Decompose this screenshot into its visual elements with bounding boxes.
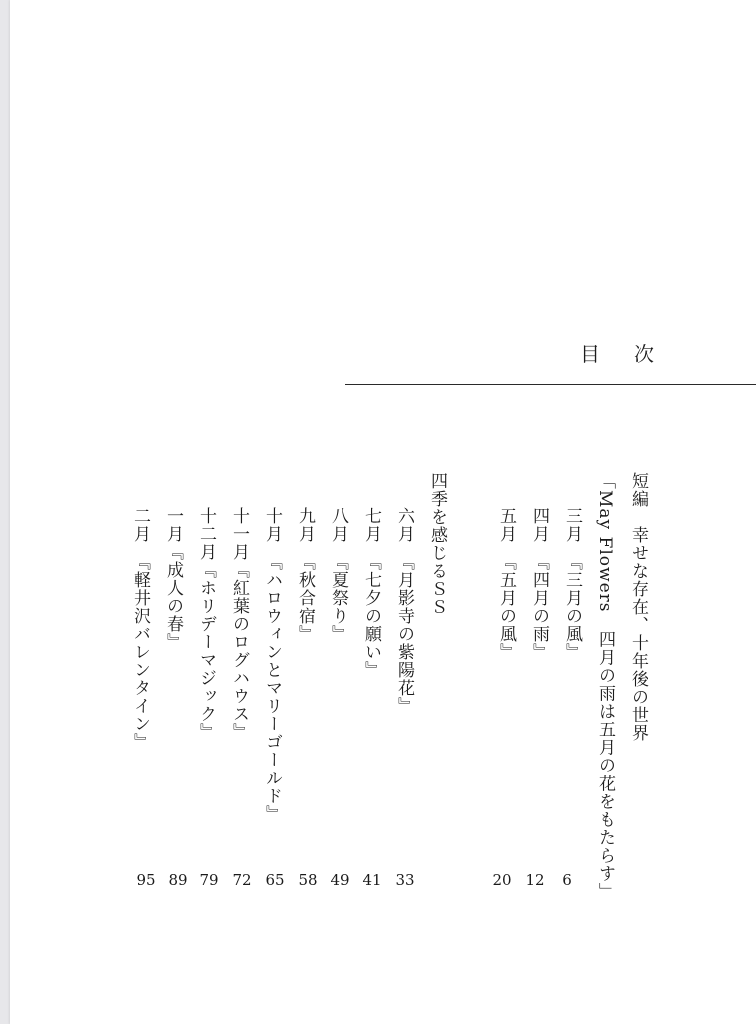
toc-entry-month: 十一月 [229, 507, 249, 561]
page-number: 49 [330, 871, 350, 889]
toc-entry[interactable] [356, 507, 386, 679]
toc-entry-title: 『ホリデーマジック』 [196, 561, 216, 741]
toc-entry-title: 『秋合宿』 [295, 553, 315, 643]
page-number: 65 [265, 871, 285, 889]
toc-entry-month: 六月 [394, 507, 414, 543]
toc-entry[interactable] [389, 507, 419, 715]
toc-entry-month: 四月 [529, 507, 549, 543]
toc-entry[interactable] [557, 507, 587, 661]
page-number: 20 [492, 871, 512, 889]
toc-entry-title: 『三月の風』 [562, 553, 582, 661]
page-number: 79 [199, 871, 219, 889]
toc-entry-month: 八月 [328, 507, 348, 543]
page-number: 12 [525, 871, 545, 889]
toc-entry[interactable] [290, 507, 320, 643]
toc-entry-title: 『成人の春』 [163, 543, 183, 651]
toc-entry[interactable] [491, 507, 521, 661]
toc-entry-month: 二月 [130, 507, 150, 543]
toc-entry-title: 『五月の風』 [496, 553, 516, 661]
toc-entry[interactable] [125, 507, 155, 751]
toc-heading-char: 目 [580, 342, 600, 366]
toc-entry-title: 『夏祭り』 [328, 553, 348, 643]
page-number: 6 [562, 871, 572, 889]
toc-entry-title: 『紅葉のログハウス』 [229, 561, 249, 741]
page-number: 33 [395, 871, 415, 889]
toc-entry-month: 九月 [295, 507, 315, 543]
toc-entry-month: 十月 [262, 507, 282, 543]
book-page [10, 0, 756, 1024]
toc-entry-title: 『ハロウィンとマリーゴールド』 [262, 553, 282, 823]
page-number: 41 [362, 871, 382, 889]
heading-rule [345, 384, 756, 385]
toc-entry-title: 『七夕の願い』 [361, 553, 381, 679]
page-number: 89 [168, 871, 188, 889]
page-number: 72 [232, 871, 252, 889]
toc-entry-month: 五月 [496, 507, 516, 543]
toc-heading-char: 次 [634, 342, 654, 366]
toc-entry[interactable] [158, 507, 188, 651]
toc-entry[interactable] [257, 507, 287, 823]
toc-entry[interactable] [323, 507, 353, 643]
section-subtitle: 「May Flowers 四月の雨は五月の花をもたらす」 [595, 472, 615, 901]
section-title: 短編 幸せな存在、十年後の世界 [628, 472, 648, 742]
toc-entry[interactable] [524, 507, 554, 661]
toc-entry-title: 『四月の雨』 [529, 553, 549, 661]
toc-entry-title: 『月影寺の紫陽花』 [394, 553, 414, 715]
toc-entry-month: 三月 [562, 507, 582, 543]
toc-entry[interactable] [224, 507, 254, 741]
toc-entry[interactable] [191, 507, 221, 741]
toc-entry-month: 十二月 [196, 507, 216, 561]
toc-entry-month: 七月 [361, 507, 381, 543]
toc-entry-title: 『軽井沢バレンタイン』 [130, 553, 150, 751]
page-number: 95 [136, 871, 156, 889]
toc-entry-month: 一月 [163, 507, 183, 543]
page-number: 58 [298, 871, 318, 889]
toc-heading [580, 338, 654, 367]
section-title: 四季を感じるＳＳ [427, 472, 447, 616]
